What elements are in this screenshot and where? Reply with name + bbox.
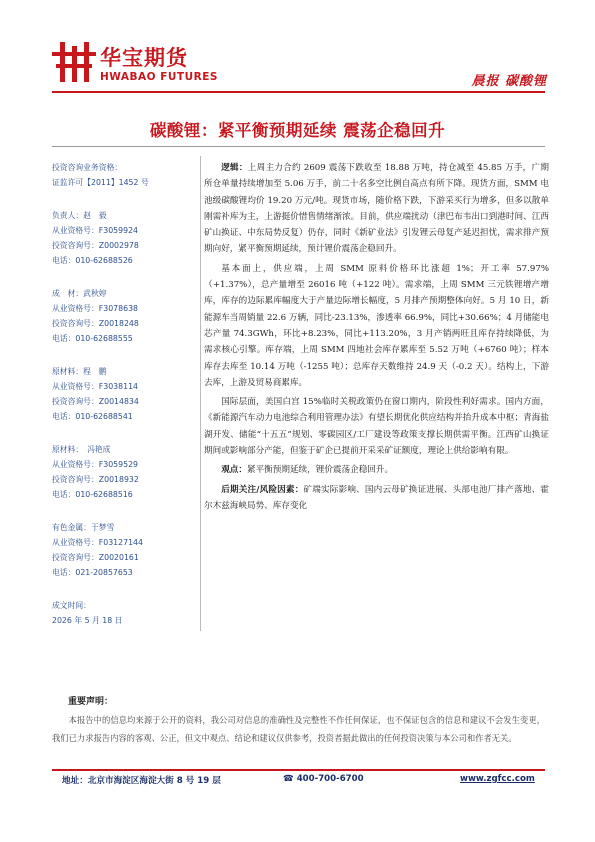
- paragraph-text: 矿端实际影响、国内云母矿换证进展、头部电池厂排产落地、霍尔木兹海峡局势、库存变化: [204, 484, 549, 511]
- sidebar-line: 从业资格号：F3038114: [52, 382, 138, 391]
- page-header: [0, 0, 595, 95]
- footer-address: 地址：北京市海淀区海淀大街 8 号 19 层: [62, 776, 221, 786]
- sidebar-line: 电话：021-20857653: [52, 568, 133, 577]
- sidebar-line: 投资咨询号：Z0002978: [52, 241, 139, 250]
- report-title: 碳酸锂：紧平衡预期延续 震荡企稳回升: [149, 121, 446, 140]
- report-body: [204, 160, 549, 517]
- sidebar-line: 证监许可【2011】1452 号: [52, 178, 149, 187]
- sidebar-line: 有色金属：于梦雪: [52, 523, 115, 532]
- sidebar-group: [52, 208, 202, 268]
- report-type-label: 晨报 碳酸锂: [471, 74, 547, 89]
- body-paragraph: [204, 160, 549, 258]
- analyst-sidebar: [52, 160, 202, 646]
- body-paragraph: [204, 482, 549, 515]
- sidebar-line: 投资咨询业务资格：: [52, 163, 123, 172]
- sidebar-line: 成文时间：: [52, 601, 91, 610]
- sidebar-line: 投资咨询号：Z0014834: [52, 397, 139, 406]
- sidebar-line: 电话：010-62688526: [52, 256, 133, 265]
- sidebar-line: 2026 年 5 月 18 日: [52, 616, 123, 625]
- sidebar-line: 投资咨询号：Z0020161: [52, 553, 139, 562]
- sidebar-line: 成 材：武秋婷: [52, 289, 107, 298]
- footer-divider: [52, 769, 545, 771]
- header-divider: [52, 91, 545, 93]
- sidebar-line: 原材料： 冯艳成: [52, 445, 111, 454]
- disclaimer-text: 本报告中的信息均来源于公开的资料，我公司对信息的准确性及完整性不作任何保证，也不保证包含的信息和建议不会发生变更，我们已力求报告内容的客观、公正，但文中观点、结论和建议仅供参考，投资者据此做出的任何投资决策与本公司和作者无关。: [52, 715, 545, 743]
- sidebar-group: [52, 442, 202, 502]
- page-footer: [0, 772, 595, 788]
- sidebar-group: [52, 160, 202, 190]
- paragraph-lead: 观点：: [221, 465, 247, 476]
- sidebar-line: 从业资格号：F03127144: [52, 538, 143, 547]
- sidebar-line: 电话：010-62688516: [52, 490, 133, 499]
- body-paragraph: [204, 261, 549, 391]
- sidebar-line: 从业资格号：F3059924: [52, 226, 138, 235]
- sidebar-group: [52, 286, 202, 346]
- body-paragraph: [204, 462, 549, 478]
- sidebar-line: 电话：010-62688555: [52, 334, 133, 343]
- sidebar-line: 原材料：程 鹏: [52, 367, 107, 376]
- paragraph-text: 上周主力合约 2609 震荡下跌收至 18.88 万吨，持仓减至 45.85 万手，广期所仓单量持续增加至 5.06 万手，前二十名多空比例自高点有所下降。现货方面，SMM 电池级碳酸锂均价 19.20 万元/吨。现货市场，随价格下跌，下游采买行为增多，但多以散单刚需补库为主，上游挺价惜售情绪渐浓。目前，供应端扰动（津巴布韦出口到港时间、江西矿山换证、中东局势反复）仍存，同时《新矿业法》引发锂云母复产延迟担忧，需求排产预期向好，紧平衡预期延续，预计锂价震荡企稳回升。: [204, 163, 549, 255]
- sidebar-line: 电话：010-62688541: [52, 412, 133, 421]
- sidebar-line: 负责人：赵 毅: [52, 211, 107, 220]
- column-divider: [200, 156, 201, 631]
- body-paragraph: [204, 394, 549, 459]
- footer-phone: ☎ 400-700-6700: [283, 774, 364, 784]
- paragraph-text: 紧平衡预期延续，锂价震荡企稳回升。: [246, 465, 394, 476]
- sidebar-group: [52, 520, 202, 580]
- logo-mark-icon: [52, 42, 96, 82]
- title-divider: [52, 146, 545, 147]
- sidebar-line: 从业资格号：F3059529: [52, 460, 138, 469]
- sidebar-line: 投资咨询号：Z0018248: [52, 319, 139, 328]
- paragraph-lead: 逻辑：: [221, 163, 248, 173]
- sidebar-group: [52, 598, 202, 628]
- footer-website-link[interactable]: www.zgfcc.com: [460, 774, 535, 784]
- sidebar-line: 从业资格号：F3078638: [52, 304, 138, 313]
- logo-chinese-name: 华宝期货: [100, 46, 188, 70]
- sidebar-group: [52, 364, 202, 424]
- company-logo: [52, 42, 218, 92]
- paragraph-lead: 后期关注/风险因素：: [221, 484, 304, 495]
- logo-english-name: HWABAO FUTURES: [100, 71, 218, 83]
- disclaimer-title: 重要声明：: [68, 697, 114, 707]
- paragraph-text: 国际层面，美国白宫 15%临时关税政策仍在窗口期内，阶段性利好需求。国内方面，《新能源汽车动力电池综合利用管理办法》有望长期优化供应结构并抬升成本中枢；青海盐湖开发、储能“十五五”规划、零碳园区/工厂建设等政策支撑长期供需平衡。江西矿山换证期间或影响部分产能，但鉴于矿企已提前开采采矿证额度，理论上供给影响有限。: [204, 397, 549, 457]
- sidebar-line: 投资咨询号：Z0018932: [52, 475, 139, 484]
- paragraph-text: 基本面上，供应端，上周 SMM 原料价格环比涨超 1%；开工率 57.97%（+1.37%），总产量增至 26016 吨（+122 吨）。需求端，上周 SMM 三元铁锂增产增库，库存的边际累库幅度大于产量边际增长幅度，5 月排产预期整体向好。5 月 10 日，新能源车当周销量 22.6 万辆，同比-23.13%，渗透率 66.9%，同比+30.66%；4 月储能电芯产量 74.3GWh，环比+8.23%，同比+113.20%，3 月产销两旺且库存持续降低，为需求核心引擎。库存端，上周 SMM 四地社会库存累库至 5.52 万吨（+6760 吨）；样本库存去库至 10.14 万吨（-1255 吨）；总库存天数维持 24.9 天（-0.2 天）。结构上，下游去库，上游及贸易商累库。: [204, 263, 549, 388]
